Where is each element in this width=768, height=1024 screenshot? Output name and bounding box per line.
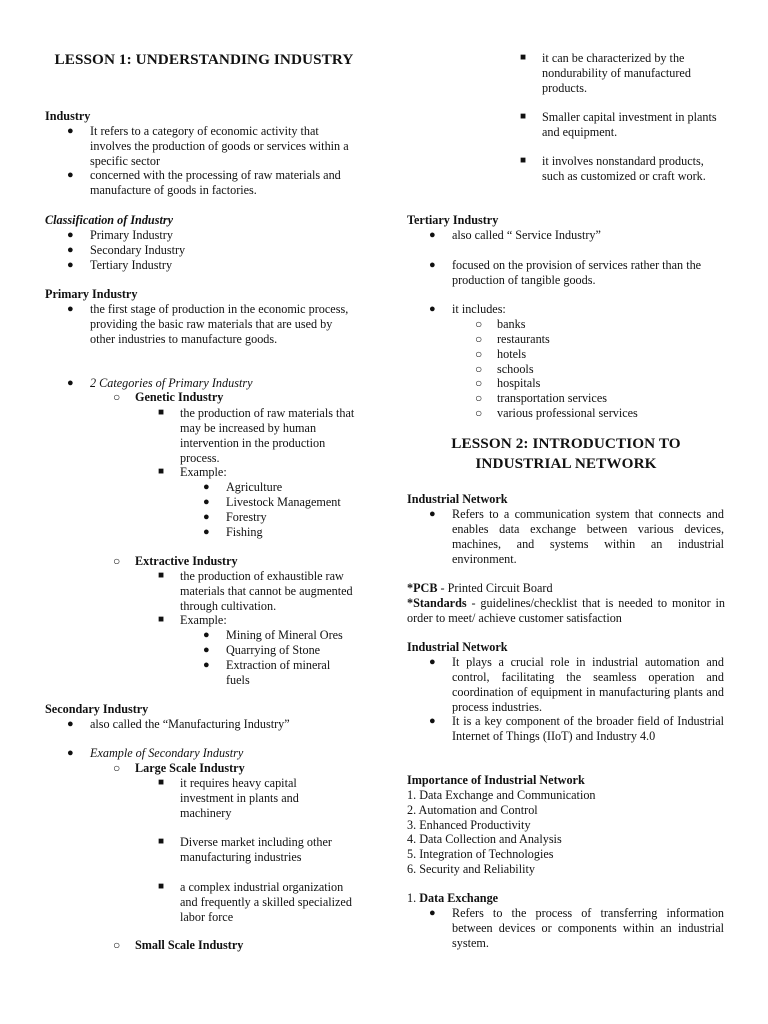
bullet-dot: ● [203,659,210,671]
large-scale-heading: Large Scale Industry [135,761,245,775]
industrial-network-bullet-2: It plays a crucial role in industrial automation and control, facilitating the seamless operation and coordination of equipment in manufacturing plants and process industries. [452,655,724,714]
example-label: Example: [180,465,227,479]
tertiary-bullet-2: focused on the provision of services rather than the production of tangible goods. [452,258,702,287]
bullet-square: ■ [520,52,527,63]
industrial-network-heading-2: Industrial Network [407,640,508,654]
bullet-dot: ● [203,629,210,641]
bullet-dot: ● [203,644,210,656]
data-exchange-number: 1. [407,891,420,905]
large-scale-item: Diverse market including other manufacturing industries [180,835,332,864]
primary-bullet-1: the first stage of production in the economic process, providing the basic raw materials that are used by other industries to manufacture goods. [90,302,349,346]
industry-heading: Industry [45,109,91,123]
bullet-dot: ● [67,718,74,730]
bullet-dot: ● [67,303,74,315]
small-scale-heading: Small Scale Industry [135,938,244,952]
genetic-example: Fishing [226,525,263,539]
tertiary-include: schools [497,362,534,376]
bullet-circle: ○ [475,317,483,331]
bullet-dot: ● [429,508,436,520]
lesson-2-title: LESSON 2: INTRODUCTION TO INDUSTRIAL NETWORK [451,435,681,472]
bullet-dot: ● [67,229,74,241]
bullet-dot: ● [429,907,436,919]
bullet-dot: ● [429,656,436,668]
bullet-dot: ● [67,244,74,256]
bullet-square: ■ [520,155,527,166]
importance-heading: Importance of Industrial Network [407,773,585,787]
bullet-dot: ● [67,377,74,389]
extractive-definition: the production of exhaustible raw materials that cannot be augmented through cultivation. [180,569,353,613]
bullet-circle: ○ [475,332,483,346]
secondary-heading: Secondary Industry [45,702,149,716]
data-exchange-bullet-1: Refers to the process of transferring information between devices or components within an industrial system. [452,906,724,950]
tertiary-include: banks [497,317,526,331]
importance-item: 3. Enhanced Productivity [407,818,531,832]
tertiary-bullet-3: it includes: [452,302,506,316]
importance-item: 4. Data Collection and Analysis [407,832,562,846]
bullet-dot: ● [203,511,210,523]
extractive-example: Quarrying of Stone [226,643,321,657]
tertiary-include: transportation services [497,391,607,405]
importance-item: 5. Integration of Technologies [407,847,554,861]
industrial-network-bullet-3: It is a key component of the broader field of Industrial Internet of Things (IIoT) and Industry 4.0 [452,714,724,743]
bullet-circle: ○ [475,391,483,405]
bullet-square: ■ [158,881,165,892]
bullet-circle: ○ [475,406,483,420]
bullet-dot: ● [67,747,74,759]
genetic-definition: the production of raw materials that may be increased by human intervention in the production process. [180,406,355,465]
secondary-bullet-1: also called the “Manufacturing Industry” [90,717,290,731]
genetic-example: Agriculture [226,480,283,494]
large-scale-item: it requires heavy capital investment in plants and machinery [180,776,299,820]
bullet-circle: ○ [113,390,121,404]
small-scale-item: it can be characterized by the nondurability of manufactured products. [542,51,691,95]
bullet-square: ■ [158,570,165,581]
bullet-dot: ● [203,481,210,493]
bullet-square: ■ [158,466,165,477]
genetic-example: Forestry [226,510,267,524]
small-scale-item: it involves nonstandard products, such as customized or craft work. [542,154,706,183]
tertiary-include: hotels [497,347,527,361]
example-label: Example: [180,613,227,627]
tertiary-bullet-1: also called “ Service Industry” [452,228,601,242]
bullet-circle: ○ [475,347,483,361]
classification-item: Primary Industry [90,228,173,242]
tertiary-include: hospitals [497,376,541,390]
primary-categories: 2 Categories of Primary Industry [90,376,253,390]
classification-item: Secondary Industry [90,243,186,257]
classification-item: Tertiary Industry [90,258,173,272]
bullet-square: ■ [520,111,527,122]
lesson-1-title: LESSON 1: UNDERSTANDING INDUSTRY [54,51,354,68]
bullet-square: ■ [158,407,165,418]
standards-definition [407,596,725,626]
bullet-dot: ● [67,169,74,181]
bullet-circle: ○ [113,554,121,568]
genetic-example: Livestock Management [226,495,341,509]
bullet-dot: ● [67,259,74,271]
small-scale-item: Smaller capital investment in plants and equipment. [542,110,717,139]
pcb-definition [407,581,725,596]
bullet-dot: ● [429,303,436,315]
pcb-term: *PCB [407,581,438,595]
bullet-circle: ○ [475,362,483,376]
pcb-text: - Printed Circuit Board [437,581,553,595]
industrial-network-bullet-1: Refers to a communication system that connects and enables data exchange between various devices, machines, and systems within an industrial environment. [452,507,724,566]
tertiary-include: various professional services [497,406,638,420]
extractive-heading: Extractive Industry [135,554,238,568]
extractive-example: Extraction of mineral fuels [226,658,331,687]
large-scale-item: a complex industrial organization and frequently a skilled specialized labor force [180,880,352,924]
tertiary-heading: Tertiary Industry [407,213,499,227]
bullet-circle: ○ [113,761,121,775]
bullet-circle: ○ [113,938,121,952]
extractive-example: Mining of Mineral Ores [226,628,343,642]
primary-heading: Primary Industry [45,287,138,301]
bullet-dot: ● [429,229,436,241]
bullet-circle: ○ [475,376,483,390]
bullet-dot: ● [203,526,210,538]
bullet-square: ■ [158,777,165,788]
standards-text: - guidelines/checklist that is needed to monitor in order to meet/ achieve customer satisfaction [407,596,725,625]
industry-bullet-2: concerned with the processing of raw materials and manufacture of goods in factories. [90,168,341,197]
importance-item: 1. Data Exchange and Communication [407,788,596,802]
data-exchange-title: Data Exchange [419,891,499,905]
standards-term: *Standards [407,596,467,610]
data-exchange-heading [407,891,498,906]
bullet-dot: ● [429,715,436,727]
bullet-square: ■ [158,836,165,847]
bullet-dot: ● [203,496,210,508]
industry-bullet-1: It refers to a category of economic activity that involves the production of goods or services within a specific sector [90,124,349,168]
importance-item: 2. Automation and Control [407,803,538,817]
importance-item: 6. Security and Reliability [407,862,535,876]
bullet-dot: ● [429,259,436,271]
bullet-dot: ● [67,125,74,137]
industrial-network-heading: Industrial Network [407,492,508,506]
genetic-heading: Genetic Industry [135,390,224,404]
secondary-example-heading: Example of Secondary Industry [90,746,244,760]
tertiary-include: restaurants [497,332,550,346]
classification-heading: Classification of Industry [45,213,173,227]
bullet-square: ■ [158,614,165,625]
